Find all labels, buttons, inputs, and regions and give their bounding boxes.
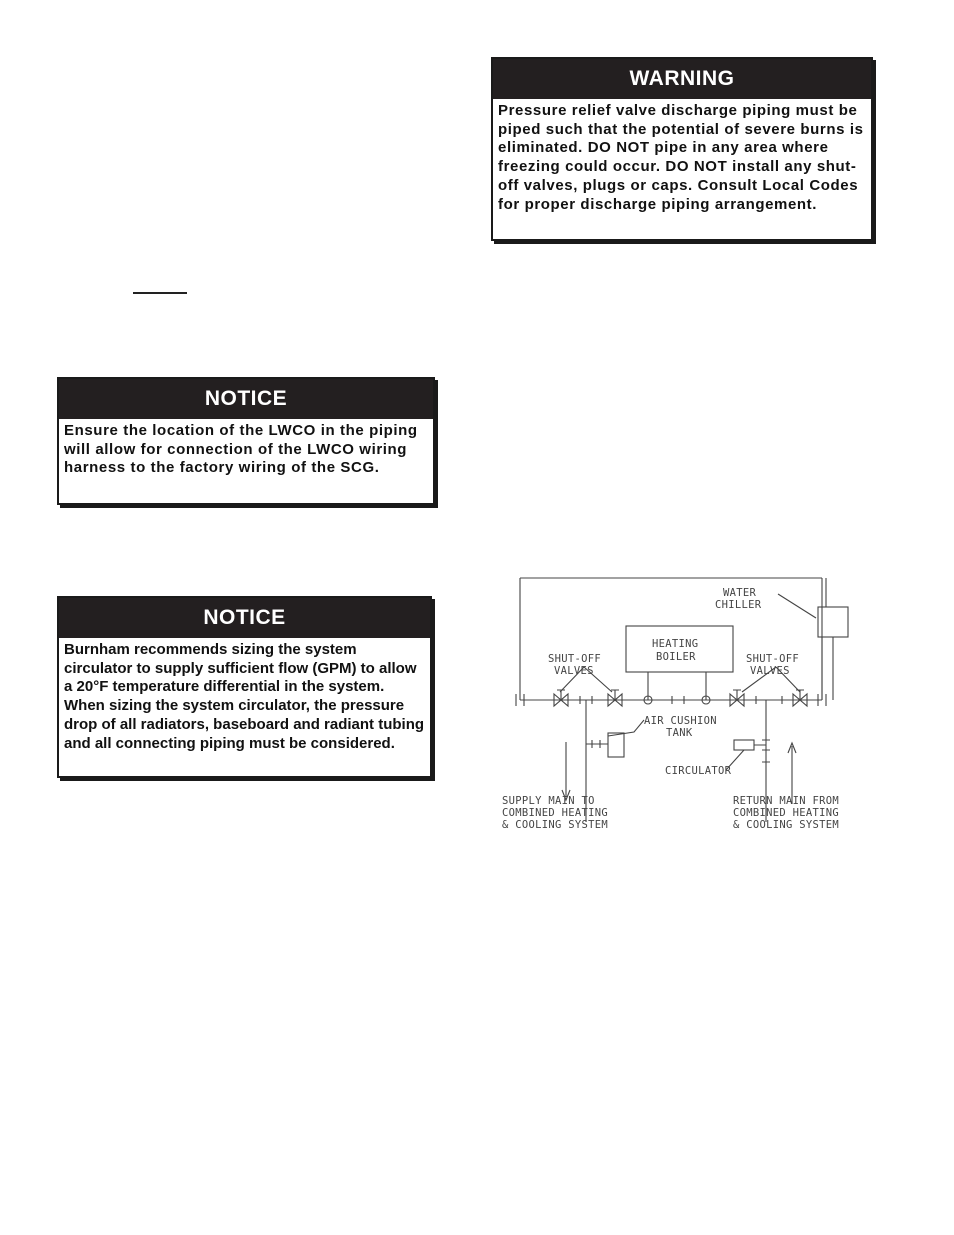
chiller-leader [778,594,816,618]
air-cushion-tank [608,733,624,757]
label-return-main-2: COMBINED HEATING [733,807,839,819]
label-air-cushion-2: TANK [666,727,693,739]
piping-diagram [496,572,856,834]
warning-box [491,57,873,241]
notice-lwco-box [57,377,435,505]
label-air-cushion-1: AIR CUSHION [644,715,717,727]
label-heating-boiler-2: BOILER [656,651,696,663]
label-supply-main-3: & COOLING SYSTEM [502,819,608,831]
notice-lwco-text: Ensure the location of the LWCO in the piping will allow for connection of the LWCO wiring harness to the factory wiring of the SCG. [64,422,418,477]
label-supply-main-2: COMBINED HEATING [502,807,608,819]
notice-lwco-title: NOTICE [59,379,433,419]
warning-text: Pressure relief valve discharge piping must be piped such that the potential of severe burns is eliminated. DO NOT pipe in any area where freezing could occur. DO NOT install any shut-off valves, plugs or caps. Consult Local Codes for proper discharge piping arrangement. [498,102,864,213]
label-water-chiller-2: CHILLER [715,599,762,611]
label-return-main-3: & COOLING SYSTEM [733,819,839,831]
label-heating-boiler-1: HEATING [652,638,699,650]
circulator [734,740,754,750]
diagram-labels [502,587,839,831]
underline-rule [133,292,187,294]
label-shutoff-right-2: VALVES [750,665,790,677]
notice-circulator-box [57,596,432,778]
label-shutoff-left-2: VALVES [554,665,594,677]
label-return-main-1: RETURN MAIN FROM [733,795,839,807]
label-water-chiller-1: WATER [723,587,757,599]
label-circulator: CIRCULATOR [665,765,732,777]
label-supply-main-1: SUPPLY MAIN TO [502,795,595,807]
notice-circulator-title: NOTICE [59,598,430,638]
label-shutoff-left-1: SHUT-OFF [548,653,601,665]
warning-title: WARNING [493,59,871,99]
label-shutoff-right-1: SHUT-OFF [746,653,799,665]
notice-circulator-text: Burnham recommends sizing the system circulator to supply sufficient flow (GPM) to allow a 20°F temperature differential in the system. When sizing the system circulator, the pressure drop of all radiators, baseboard and radiant tubing and all connecting piping must be considered. [64,641,425,752]
supply-arrow [562,742,570,800]
